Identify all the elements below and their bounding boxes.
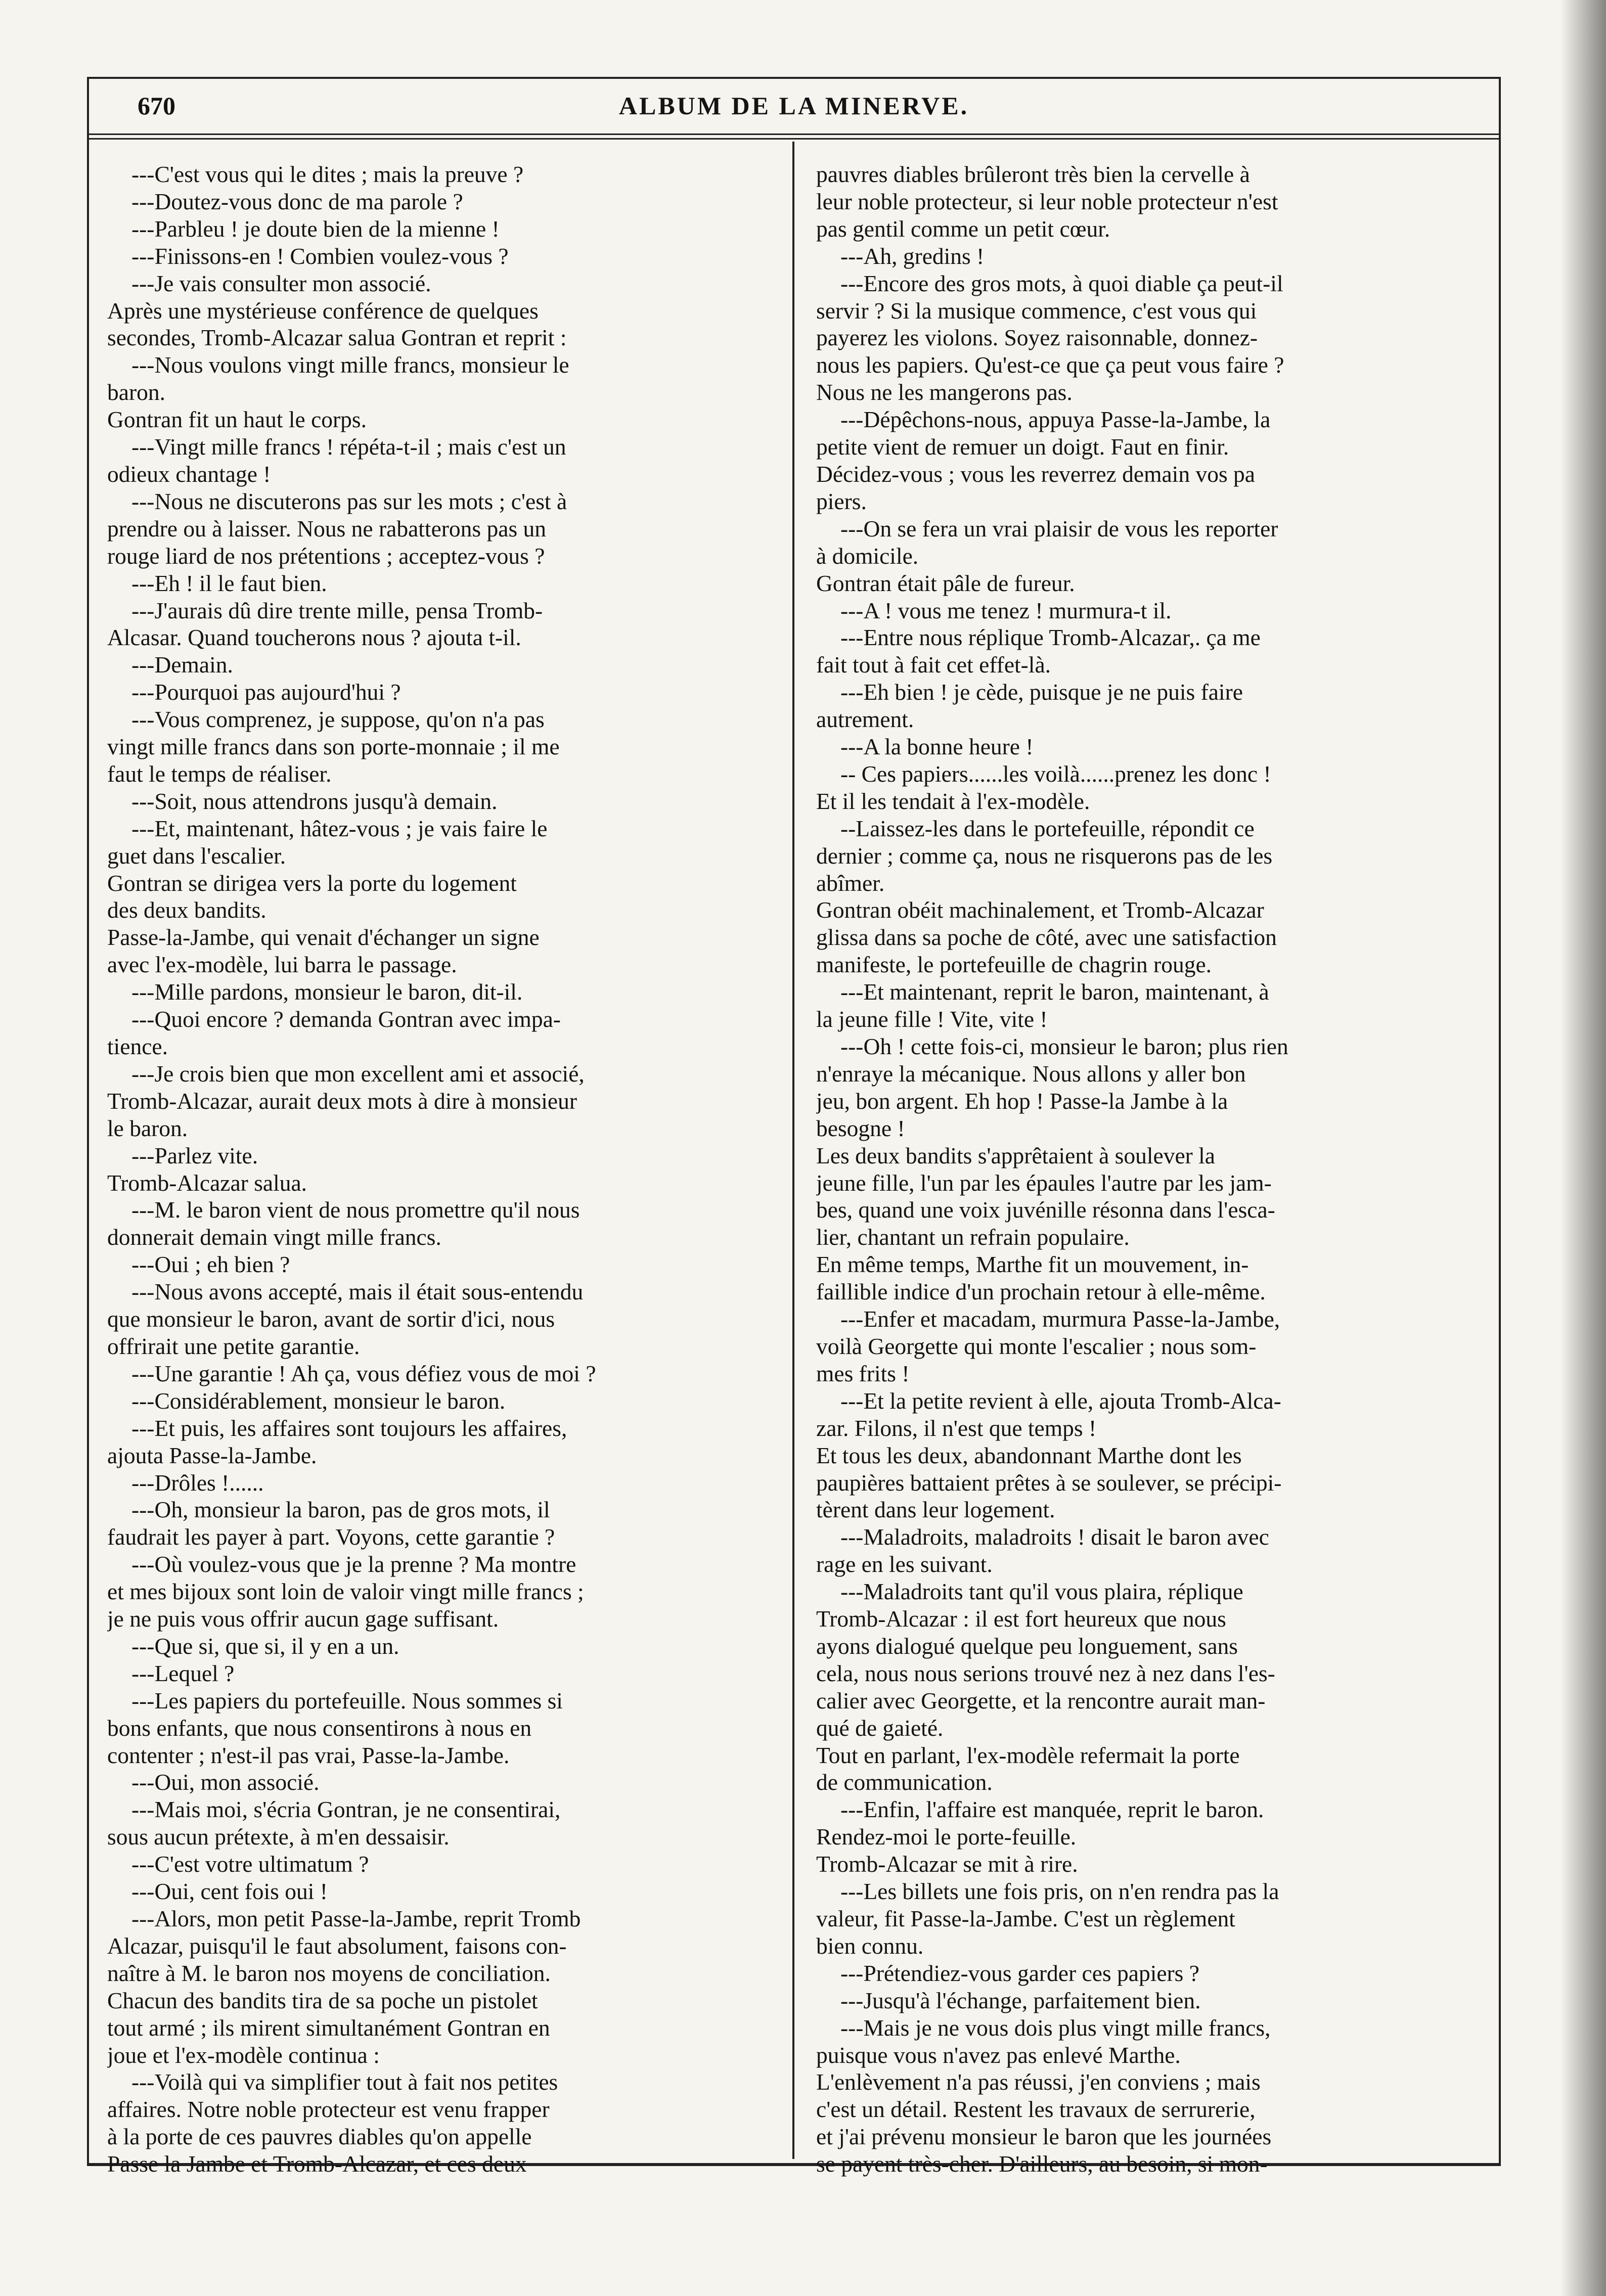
- page-header: [89, 89, 1499, 127]
- text-line: manifeste, le portefeuille de chagrin rouge.: [816, 952, 1212, 978]
- text-line: affaires. Notre noble protecteur est venu frapper: [107, 2096, 550, 2123]
- text-line: dernier ; comme ça, nous ne risquerons pas de les: [816, 842, 1273, 869]
- column-divider: [792, 142, 794, 2159]
- text-line: ---Et puis, les affaires sont toujours les affaires,: [131, 1415, 567, 1441]
- text-line: Et il les tendait à l'ex-modèle.: [816, 788, 1090, 814]
- text-line: ---Entre nous réplique Tromb-Alcazar,. ça me: [840, 624, 1261, 651]
- page-number: 670: [138, 92, 175, 120]
- text-line: abîmer.: [816, 870, 885, 896]
- text-line: rouge liard de nos prétentions ; acceptez-vous ?: [107, 543, 545, 569]
- text-line: ---Dépêchons-nous, appuya Passe-la-Jambe, la: [840, 407, 1271, 433]
- text-line: ---Eh bien ! je cède, puisque je ne puis faire: [840, 679, 1243, 705]
- text-line: mes frits !: [816, 1360, 910, 1386]
- text-line: à domicile.: [816, 543, 919, 569]
- text-line: ---Et maintenant, reprit le baron, maintenant, à: [840, 979, 1269, 1005]
- left-column: [107, 161, 737, 2178]
- text-line: ---Parlez vite.: [131, 1142, 258, 1168]
- text-line: nous les papiers. Qu'est-ce que ça peut vous faire ?: [816, 352, 1284, 378]
- text-line: piers.: [816, 488, 867, 514]
- text-line: ---Et, maintenant, hâtez-vous ; je vais faire le: [131, 815, 548, 841]
- text-line: bes, quand une voix juvénille résonna dans l'esca-: [816, 1197, 1275, 1223]
- page-edge-shadow: [1560, 0, 1606, 2296]
- text-line: ---Prétendiez-vous garder ces papiers ?: [840, 1960, 1199, 1986]
- text-line: la jeune fille ! Vite, vite !: [816, 1006, 1048, 1032]
- text-line: avec l'ex-modèle, lui barra le passage.: [107, 952, 457, 978]
- text-line: ---Une garantie ! Ah ça, vous défiez vous de moi ?: [131, 1360, 596, 1386]
- text-line: L'enlèvement n'a pas réussi, j'en conviens ; mais: [816, 2069, 1261, 2095]
- text-line: ---Oui, cent fois oui !: [131, 1878, 328, 1905]
- text-line: Gontran se dirigea vers la porte du logement: [107, 870, 517, 896]
- text-line: ---C'est vous qui le dites ; mais la preuve ?: [131, 161, 524, 187]
- text-line: ---Lequel ?: [131, 1660, 235, 1686]
- text-line: voilà Georgette qui monte l'escalier ; nous som-: [816, 1333, 1257, 1359]
- text-line: tout armé ; ils mirent simultanément Gontran en: [107, 2014, 550, 2041]
- text-line: ---Les billets une fois pris, on n'en rendra pas la: [840, 1878, 1279, 1905]
- text-line: joue et l'ex-modèle continua :: [107, 2042, 380, 2068]
- text-line: naître à M. le baron nos moyens de conciliation.: [107, 1960, 551, 1986]
- text-line: offrirait une petite garantie.: [107, 1333, 360, 1359]
- text-line: bien connu.: [816, 1932, 924, 1959]
- text-line: ---Voilà qui va simplifier tout à fait nos petites: [131, 2069, 558, 2095]
- text-line: valeur, fit Passe-la-Jambe. C'est un règlement: [816, 1906, 1235, 1931]
- text-line: ayons dialogué quelque peu longuement, sans: [816, 1633, 1238, 1659]
- running-title: ALBUM DE LA MINERVE.: [618, 92, 969, 120]
- text-line: Tromb-Alcazar : il est fort heureux que nous: [816, 1606, 1226, 1632]
- text-line: bons enfants, que nous consentirons à nous en: [107, 1715, 532, 1741]
- text-line: prendre ou à laisser. Nous ne rabatterons pas un: [107, 515, 547, 542]
- text-line: -- Ces papiers......les voilà......prenez les donc !: [840, 760, 1271, 787]
- text-line: ---A la bonne heure !: [840, 734, 1034, 760]
- text-line: ---Oui, mon associé.: [131, 1769, 320, 1795]
- text-line: ---Oh, monsieur la baron, pas de gros mots, il: [131, 1497, 550, 1523]
- text-line: Passe-la-Jambe, qui venait d'échanger un signe: [107, 924, 540, 951]
- text-line: baron.: [107, 379, 165, 406]
- text-line: et j'ai prévenu monsieur le baron que les journées: [816, 2124, 1272, 2150]
- text-line: Tromb-Alcazar, aurait deux mots à dire à monsieur: [107, 1088, 577, 1114]
- text-line: ---Ah, gredins !: [840, 243, 985, 269]
- text-line: Gontran était pâle de fureur.: [816, 570, 1075, 596]
- text-line: ---Je vais consulter mon associé.: [131, 270, 431, 296]
- text-line: ---Jusqu'à l'échange, parfaitement bien.: [840, 1987, 1201, 2013]
- text-line: payerez les violons. Soyez raisonnable, donnez-: [816, 325, 1258, 351]
- text-line: que monsieur le baron, avant de sortir d'ici, nous: [107, 1306, 555, 1332]
- text-line: ---Encore des gros mots, à quoi diable ça peut-il: [840, 270, 1283, 296]
- text-line: ---Considérablement, monsieur le baron.: [131, 1387, 506, 1414]
- text-line: faudrait les payer à part. Voyons, cette garantie ?: [107, 1524, 555, 1550]
- text-line: le baron.: [107, 1115, 188, 1141]
- text-line: Chacun des bandits tira de sa poche un pistolet: [107, 1987, 538, 2013]
- text-line: Rendez-moi le porte-feuille.: [816, 1824, 1077, 1850]
- text-line: En même temps, Marthe fit un mouvement, in-: [816, 1251, 1249, 1278]
- text-line: Et tous les deux, abandonnant Marthe dont les: [816, 1442, 1242, 1468]
- text-line: ---A ! vous me tenez ! murmura-t il.: [840, 597, 1172, 623]
- text-line: ---Nous voulons vingt mille francs, monsieur le: [131, 352, 569, 378]
- text-line: Tout en parlant, l'ex-modèle refermait la porte: [816, 1742, 1240, 1768]
- text-line: besogne !: [816, 1115, 905, 1141]
- text-line: se payent très-cher. D'ailleurs, au besoin, si mon-: [816, 2151, 1268, 2177]
- text-line: ---Alors, mon petit Passe-la-Jambe, reprit Tromb: [131, 1906, 581, 1931]
- text-line: Tromb-Alcazar se mit à rire.: [816, 1851, 1078, 1877]
- text-line: ---Mille pardons, monsieur le baron, dit-il.: [131, 979, 523, 1005]
- text-line: glissa dans sa poche de côté, avec une satisfaction: [816, 924, 1277, 951]
- text-line: ---Enfer et macadam, murmura Passe-la-Jambe,: [840, 1306, 1280, 1332]
- text-line: Alcasar. Quand toucherons nous ? ajouta t-il.: [107, 624, 521, 651]
- text-line: Les deux bandits s'apprêtaient à soulever la: [816, 1142, 1216, 1168]
- text-line: lier, chantant un refrain populaire.: [816, 1224, 1130, 1250]
- text-line: pas gentil comme un petit cœur.: [816, 215, 1110, 242]
- text-line: ---Demain.: [131, 652, 233, 678]
- text-line: donnerait demain vingt mille francs.: [107, 1224, 441, 1250]
- text-line: jeu, bon argent. Eh hop ! Passe-la Jambe à la: [816, 1088, 1228, 1114]
- text-line: ---Pourquoi pas aujourd'hui ?: [131, 679, 401, 705]
- text-line: pauvres diables brûleront très bien la cervelle à: [816, 161, 1250, 187]
- text-line: ---On se fera un vrai plaisir de vous les reporter: [840, 515, 1278, 542]
- text-line: Gontran obéit machinalement, et Tromb-Alcazar: [816, 897, 1264, 923]
- text-line: ---Vous comprenez, je suppose, qu'on n'a pas: [131, 706, 545, 733]
- text-line: Décidez-vous ; vous les reverrez demain vos pa: [816, 461, 1255, 487]
- text-line: de communication.: [816, 1769, 993, 1795]
- text-line: ---Oh ! cette fois-ci, monsieur le baron; plus rien: [840, 1033, 1288, 1059]
- text-line: ---Soit, nous attendrons jusqu'à demain.: [131, 788, 498, 814]
- header-rule: [87, 133, 1499, 135]
- text-line: ---Vingt mille francs ! répéta-t-il ; mais c'est un: [131, 434, 566, 460]
- text-line: Alcazar, puisqu'il le faut absolument, faisons con-: [107, 1932, 567, 1959]
- text-line: ---M. le baron vient de nous promettre qu'il nous: [131, 1197, 580, 1223]
- text-line: fait tout à fait cet effet-là.: [816, 652, 1051, 678]
- text-line: autrement.: [816, 706, 914, 733]
- text-line: calier avec Georgette, et la rencontre aurait man-: [816, 1687, 1266, 1714]
- text-line: tèrent dans leur logement.: [816, 1497, 1055, 1523]
- text-line: ---Drôles !......: [131, 1469, 264, 1496]
- text-line: Tromb-Alcazar salua.: [107, 1169, 307, 1196]
- text-line: Après une mystérieuse conférence de quelques: [107, 297, 539, 324]
- text-line: faillible indice d'un prochain retour à elle-même.: [816, 1279, 1266, 1305]
- text-line: des deux bandits.: [107, 897, 266, 923]
- text-line: à la porte de ces pauvres diables qu'on appelle: [107, 2124, 532, 2150]
- text-line: odieux chantage !: [107, 461, 271, 487]
- text-line: et mes bijoux sont loin de valoir vingt mille francs ;: [107, 1579, 584, 1605]
- text-line: Passe la Jambe et Tromb-Alcazar, et ces deux: [107, 2151, 527, 2177]
- text-line: Gontran fit un haut le corps.: [107, 407, 367, 433]
- text-line: ---C'est votre ultimatum ?: [131, 1851, 369, 1877]
- text-line: servir ? Si la musique commence, c'est vous qui: [816, 297, 1257, 324]
- text-line: ---Doutez-vous donc de ma parole ?: [131, 188, 463, 214]
- text-line: paupières battaient prêtes à se soulever, se précipi-: [816, 1469, 1282, 1496]
- text-line: ---Finissons-en ! Combien voulez-vous ?: [131, 243, 509, 269]
- text-line: ---Où voulez-vous que je la prenne ? Ma montre: [131, 1551, 576, 1578]
- text-line: Nous ne les mangerons pas.: [816, 379, 1073, 406]
- text-line: secondes, Tromb-Alcazar salua Gontran et reprit :: [107, 325, 567, 351]
- text-line: ajouta Passe-la-Jambe.: [107, 1442, 317, 1468]
- text-line: ---Maladroits tant qu'il vous plaira, réplique: [840, 1579, 1243, 1605]
- text-line: ---Les papiers du portefeuille. Nous sommes si: [131, 1687, 563, 1714]
- text-line: zar. Filons, il n'est que temps !: [816, 1415, 1097, 1441]
- text-line: ---Maladroits, maladroits ! disait le baron avec: [840, 1524, 1269, 1550]
- text-line: c'est un détail. Restent les travaux de serrurerie,: [816, 2096, 1256, 2123]
- text-line: ---Oui ; eh bien ?: [131, 1251, 290, 1278]
- text-line: ---Quoi encore ? demanda Gontran avec impa-: [131, 1006, 561, 1032]
- text-line: vingt mille francs dans son porte-monnaie ; il me: [107, 734, 560, 760]
- text-line: ---J'aurais dû dire trente mille, pensa Tromb-: [131, 597, 543, 623]
- text-line: guet dans l'escalier.: [107, 842, 286, 869]
- text-line: ---Mais moi, s'écria Gontran, je ne consentirai,: [131, 1796, 561, 1823]
- text-line: faut le temps de réaliser.: [107, 760, 332, 787]
- header-rule-double: [87, 138, 1499, 140]
- text-line: cela, nous nous serions trouvé nez à nez dans l'es-: [816, 1660, 1275, 1686]
- text-line: sous aucun prétexte, à m'en dessaisir.: [107, 1824, 450, 1850]
- text-line: ---Parbleu ! je doute bien de la mienne !: [131, 215, 500, 242]
- right-column: [816, 161, 1446, 2178]
- text-line: ---Mais je ne vous dois plus vingt mille francs,: [840, 2014, 1271, 2041]
- text-line: contenter ; n'est-il pas vrai, Passe-la-Jambe.: [107, 1742, 510, 1768]
- text-line: qué de gaieté.: [816, 1715, 944, 1741]
- text-line: ---Eh ! il le faut bien.: [131, 570, 327, 596]
- text-line: ---Enfin, l'affaire est manquée, reprit le baron.: [840, 1796, 1264, 1823]
- text-line: rage en les suivant.: [816, 1551, 993, 1578]
- text-line: ---Nous ne discuterons pas sur les mots ; c'est à: [131, 488, 567, 514]
- text-line: leur noble protecteur, si leur noble protecteur n'est: [816, 188, 1278, 214]
- text-line: ---Nous avons accepté, mais il était sous-entendu: [131, 1279, 584, 1305]
- text-line: ---Que si, que si, il y en a un.: [131, 1633, 399, 1659]
- text-line: tience.: [107, 1033, 168, 1059]
- text-line: --Laissez-les dans le portefeuille, répondit ce: [840, 815, 1255, 841]
- text-line: n'enraye la mécanique. Nous allons y aller bon: [816, 1060, 1246, 1087]
- text-line: ---Je crois bien que mon excellent ami et associé,: [131, 1060, 585, 1087]
- text-line: puisque vous n'avez pas enlevé Marthe.: [816, 2042, 1181, 2068]
- text-line: petite vient de remuer un doigt. Faut en finir.: [816, 434, 1229, 460]
- text-line: jeune fille, l'un par les épaules l'autre par les jam-: [816, 1169, 1272, 1196]
- text-line: ---Et la petite revient à elle, ajouta Tromb-Alca-: [840, 1387, 1281, 1414]
- text-line: je ne puis vous offrir aucun gage suffisant.: [107, 1606, 499, 1632]
